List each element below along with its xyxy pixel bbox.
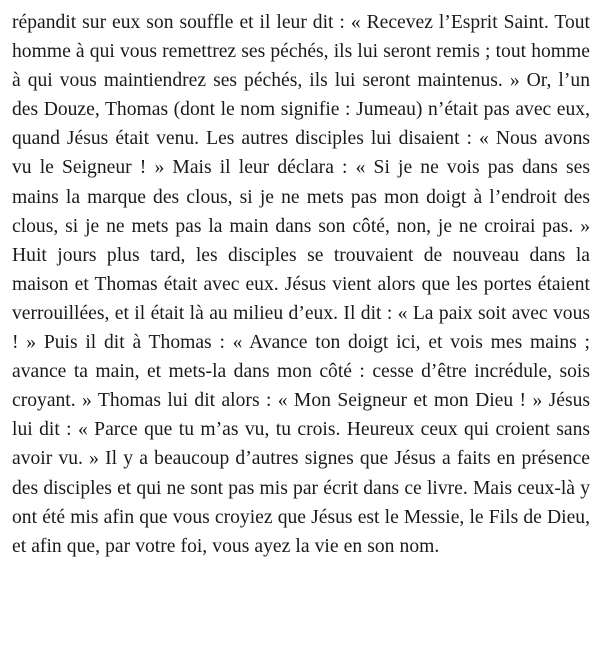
scripture-paragraph: répandit sur eux son souffle et il leur dit : « Recevez l’Esprit Saint. Tout homme à qui vous remettrez ses péchés, ils lui seront remis ; tout homme à qui vous maintiendrez ses péchés, ils lui seront maintenus. » Or, l’un des Douze, Thomas (dont le nom signifie : Jumeau) n’était pas avec eux, quand Jésus était venu. Les autres disciples lui disaient : « Nous avons vu le Seigneur ! » Mais il leur déclara : « Si je ne vois pas dans ses mains la marque des clous, si je ne mets pas mon doigt à l’endroit des clous, si je ne mets pas la main dans son côté, non, je ne croirai pas. » Huit jours plus tard, les disciples se trouvaient de nouveau dans la maison et Thomas était avec eux. Jésus vient alors que les portes étaient verrouillées, et il était là au milieu d’eux. Il dit : « La paix soit avec vous ! » Puis il dit à Thomas : « Avance ton doigt ici, et vois mes mains ; avance ta main, et mets-la dans mon côté : cesse d’être incrédule, sois croyant. » Thomas lui dit alors : « Mon Seigneur et mon Dieu ! » Jésus lui dit : « Parce que tu m’as vu, tu crois. Heureux ceux qui croient sans avoir vu. » Il y a beaucoup d’autres signes que Jésus a faits en présence des disciples et qui ne sont pas mis par écrit dans ce livre. Mais ceux-là y ont été mis afin que vous croyiez que Jésus est le Messie, le Fils de Dieu, et afin que, par votre foi, vous ayez la vie en son nom. xyxy=(12,12,590,557)
